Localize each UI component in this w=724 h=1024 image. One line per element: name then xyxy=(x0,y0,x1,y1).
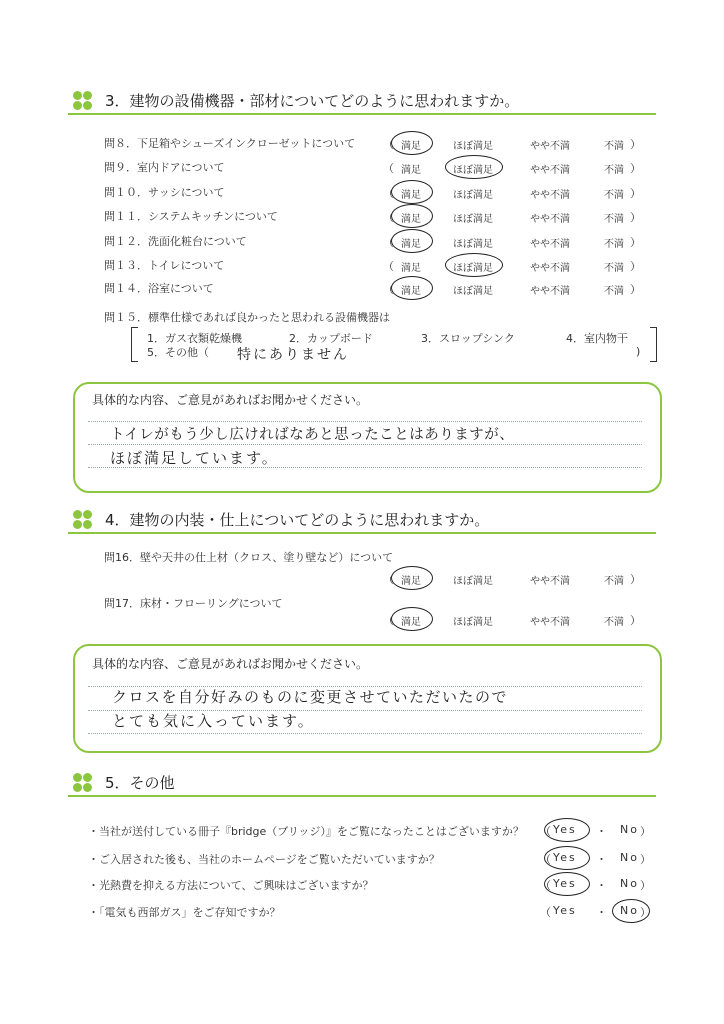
selected-circle xyxy=(445,253,503,277)
option-mostly-satisfied[interactable]: ほぼ満足 xyxy=(453,576,493,587)
selected-circle xyxy=(391,204,433,228)
option-somewhat-dissatisfied[interactable]: やや不満 xyxy=(530,141,570,152)
q15-other-close: ) xyxy=(636,345,641,358)
option-mostly-satisfied[interactable]: ほぼ満足 xyxy=(453,165,493,176)
close-paren: ） xyxy=(630,187,641,200)
q15-item-3: 3．スロップシンク xyxy=(421,332,515,345)
section-3-comment-line-2: ほぼ満足しています。 xyxy=(110,449,279,467)
no-option[interactable]: No xyxy=(620,904,639,917)
comment-rule xyxy=(88,444,642,445)
section-3-underline xyxy=(68,113,656,115)
clover-icon xyxy=(73,91,93,111)
selected-circle xyxy=(612,899,650,923)
yes-no-question: ・ご入居された後も、当社のホームページをご覧いただいていますか？ xyxy=(88,853,440,866)
close-paren: ） xyxy=(640,825,651,838)
yes-no-question: ・「電気も西部ガス」をご存知ですか？ xyxy=(88,906,281,919)
no-option[interactable]: No xyxy=(620,877,639,890)
option-satisfied[interactable]: 満足 xyxy=(401,239,421,250)
question-label: 問１０．サッシについて xyxy=(104,186,225,199)
selected-circle xyxy=(391,566,433,590)
open-paren: （ xyxy=(540,879,551,892)
section-5-underline xyxy=(68,795,656,797)
close-paren: ） xyxy=(630,211,641,224)
q15-other-answer: 特にありません xyxy=(237,347,349,363)
question-label: 問９．室内ドアについて xyxy=(104,161,225,174)
clover-icon xyxy=(73,510,93,530)
option-satisfied[interactable]: 満足 xyxy=(401,165,421,176)
selected-circle xyxy=(544,818,590,842)
section-3-comment-line-1: トイレがもう少し広ければなあと思ったことはありますが、 xyxy=(110,427,515,443)
open-paren: （ xyxy=(383,283,394,296)
option-somewhat-dissatisfied[interactable]: やや不満 xyxy=(530,263,570,274)
option-somewhat-dissatisfied[interactable]: やや不満 xyxy=(530,617,570,628)
no-option[interactable]: No xyxy=(620,823,639,836)
close-paren: ） xyxy=(630,236,641,249)
open-paren: （ xyxy=(383,138,394,151)
option-somewhat-dissatisfied[interactable]: やや不満 xyxy=(530,190,570,201)
close-paren: ） xyxy=(630,573,641,586)
option-mostly-satisfied[interactable]: ほぼ満足 xyxy=(453,617,493,628)
section-4-comment-line-2: とても気に入っています。 xyxy=(112,712,315,730)
option-satisfied[interactable]: 満足 xyxy=(401,617,421,628)
selected-circle xyxy=(544,846,590,870)
yes-no-question: ・光熱費を抑える方法について、ご興味はございますか？ xyxy=(88,879,374,892)
yes-option[interactable]: Yes xyxy=(553,904,577,917)
option-satisfied[interactable]: 満足 xyxy=(401,214,421,225)
separator-dot: ・ xyxy=(596,906,607,919)
option-mostly-satisfied[interactable]: ほぼ満足 xyxy=(453,141,493,152)
yes-no-question: ・当社が送付している冊子『bridge（ブリッジ）』をご覧になったことはございますか？ xyxy=(88,825,524,838)
open-paren: （ xyxy=(383,614,394,627)
separator-dot: ・ xyxy=(596,825,607,838)
close-paren: ） xyxy=(630,138,641,151)
close-paren: ） xyxy=(640,879,651,892)
option-mostly-satisfied[interactable]: ほぼ満足 xyxy=(453,263,493,274)
option-satisfied[interactable]: 満足 xyxy=(401,190,421,201)
option-dissatisfied[interactable]: 不満 xyxy=(604,263,624,274)
option-dissatisfied[interactable]: 不満 xyxy=(604,239,624,250)
q15-item-2: 2．カップボード xyxy=(289,332,373,345)
yes-option[interactable]: Yes xyxy=(553,851,577,864)
selected-circle xyxy=(445,155,503,179)
option-dissatisfied[interactable]: 不満 xyxy=(604,165,624,176)
close-paren: ） xyxy=(630,283,641,296)
close-paren: ） xyxy=(640,853,651,866)
no-option[interactable]: No xyxy=(620,851,639,864)
open-paren: （ xyxy=(383,236,394,249)
section-4-title: 4．建物の内装・仕上についてどのように思われますか。 xyxy=(105,511,490,529)
option-dissatisfied[interactable]: 不満 xyxy=(604,576,624,587)
selected-circle xyxy=(391,276,433,300)
option-mostly-satisfied[interactable]: ほぼ満足 xyxy=(453,239,493,250)
option-somewhat-dissatisfied[interactable]: やや不満 xyxy=(530,214,570,225)
open-paren: （ xyxy=(383,573,394,586)
question-label: 問１３．トイレについて xyxy=(104,259,225,272)
selected-circle xyxy=(391,180,433,204)
q15-other-label: 5．その他（ xyxy=(147,346,209,359)
comment-rule xyxy=(88,421,642,422)
option-dissatisfied[interactable]: 不満 xyxy=(604,286,624,297)
question-label: 問８．下足箱やシューズインクローゼットについて xyxy=(104,137,356,150)
option-mostly-satisfied[interactable]: ほぼ満足 xyxy=(453,286,493,297)
section-5-title: 5．その他 xyxy=(105,774,175,792)
section-4-comment-line-1: クロスを自分好みのものに変更させていただいたので xyxy=(112,688,509,706)
option-dissatisfied[interactable]: 不満 xyxy=(604,214,624,225)
selected-circle xyxy=(391,229,433,253)
option-satisfied[interactable]: 満足 xyxy=(401,286,421,297)
option-somewhat-dissatisfied[interactable]: やや不満 xyxy=(530,165,570,176)
selected-circle xyxy=(391,607,433,631)
selected-circle xyxy=(544,872,590,896)
close-paren: ） xyxy=(630,614,641,627)
option-satisfied[interactable]: 満足 xyxy=(401,141,421,152)
option-mostly-satisfied[interactable]: ほぼ満足 xyxy=(453,190,493,201)
open-paren: （ xyxy=(540,853,551,866)
question-label: 問１２．洗面化粧台について xyxy=(104,235,247,248)
option-satisfied[interactable]: 満足 xyxy=(401,576,421,587)
q15-bracket-left xyxy=(131,327,138,362)
separator-dot: ・ xyxy=(596,853,607,866)
option-somewhat-dissatisfied[interactable]: やや不満 xyxy=(530,239,570,250)
selected-circle xyxy=(391,131,433,155)
open-paren: （ xyxy=(383,211,394,224)
section-4-comment-prompt: 具体的な内容、ご意見があればお聞かせください。 xyxy=(92,657,369,671)
separator-dot: ・ xyxy=(596,879,607,892)
open-paren: （ xyxy=(383,187,394,200)
option-dissatisfied[interactable]: 不満 xyxy=(604,190,624,201)
section-3-title: 3．建物の設備機器・部材についてどのように思われますか。 xyxy=(105,92,520,110)
q15-item-4: 4．室内物干 xyxy=(566,332,628,345)
clover-icon xyxy=(73,773,93,793)
option-somewhat-dissatisfied[interactable]: やや不満 xyxy=(530,286,570,297)
yes-option[interactable]: Yes xyxy=(553,877,577,890)
option-somewhat-dissatisfied[interactable]: やや不満 xyxy=(530,576,570,587)
option-mostly-satisfied[interactable]: ほぼ満足 xyxy=(453,214,493,225)
section-4-underline xyxy=(68,532,656,534)
yes-option[interactable]: Yes xyxy=(553,823,577,836)
open-paren: （ xyxy=(540,906,551,919)
option-dissatisfied[interactable]: 不満 xyxy=(604,141,624,152)
close-paren: ） xyxy=(630,260,641,273)
open-paren: （ xyxy=(383,162,394,175)
option-dissatisfied[interactable]: 不満 xyxy=(604,617,624,628)
close-paren: ） xyxy=(640,906,651,919)
open-paren: （ xyxy=(383,260,394,273)
q15-item-1: 1．ガス衣類乾燥機 xyxy=(147,332,242,345)
question-label: 問１１．システムキッチンについて xyxy=(104,210,278,223)
open-paren: （ xyxy=(540,825,551,838)
section-3-comment-prompt: 具体的な内容、ご意見があればお聞かせください。 xyxy=(92,393,369,407)
close-paren: ） xyxy=(630,162,641,175)
question-label: 問１４．浴室について xyxy=(104,282,214,295)
q15-bracket-right xyxy=(650,327,657,362)
question-label: 問17．床材・フローリングについて xyxy=(104,597,283,610)
q15-label: 問１５．標準仕様であれば良かったと思われる設備機器は xyxy=(104,311,390,324)
option-satisfied[interactable]: 満足 xyxy=(401,263,421,274)
question-label: 問16．壁や天井の仕上材（クロス、塗り壁など）について xyxy=(104,551,394,564)
comment-rule xyxy=(88,733,642,734)
